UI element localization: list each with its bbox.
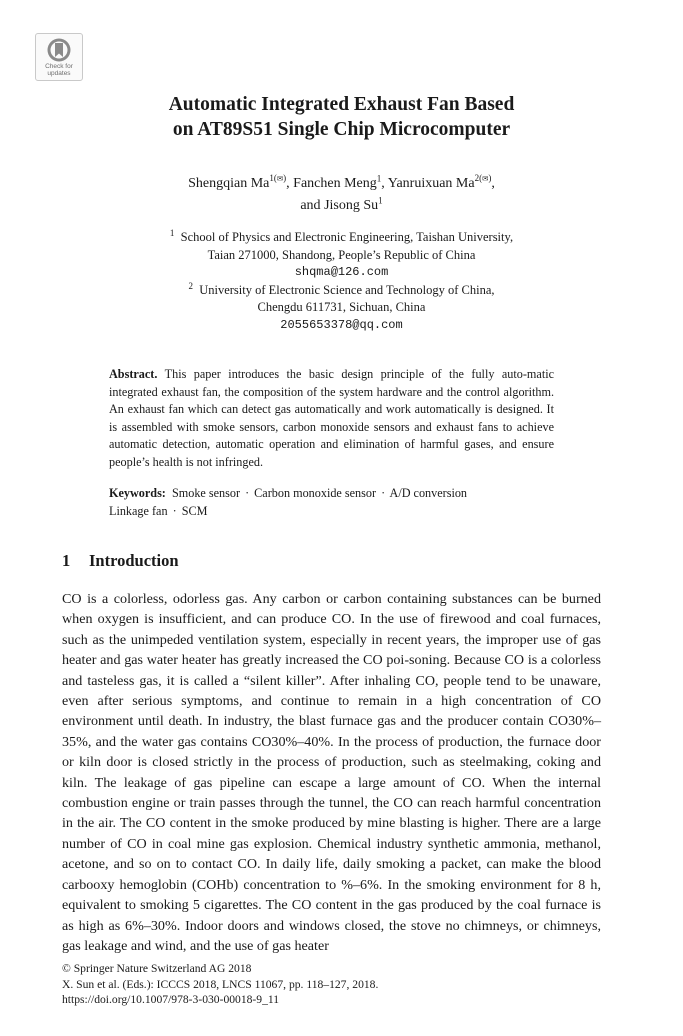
author-name: Shengqian Ma bbox=[188, 176, 270, 191]
abstract bbox=[109, 366, 554, 471]
author-separator: , bbox=[491, 176, 495, 191]
author-line-1: Shengqian $Ma^{1(✉)}$, Fanchen Meng$^1$, Yanruixuan $Ma^{2(✉)}$, bbox=[188, 173, 495, 191]
keywords-label: Keywords: bbox=[109, 486, 166, 500]
affiliation-1-email[interactable]: shqma@126.com bbox=[294, 265, 389, 279]
author-separator: , bbox=[286, 176, 294, 191]
affiliation-text: School of Physics and Electronic Engineering, Taishan University, bbox=[180, 230, 514, 244]
affiliation-text: University of Electronic Science and Technology of China, bbox=[199, 282, 495, 297]
affiliation-2-email[interactable]: 2055653378@qq.com bbox=[280, 317, 403, 332]
affiliation-mark: 1 bbox=[169, 227, 175, 238]
copyright-notice: © Springer Nature Switzerland AG 2018 bbox=[62, 962, 252, 975]
keyword: Smoke sensor bbox=[171, 486, 241, 500]
keyword-separator: · bbox=[172, 503, 177, 518]
keyword: A/D conversion bbox=[389, 486, 468, 500]
section-title: Introduction bbox=[89, 551, 179, 570]
keyword-separator: · bbox=[381, 486, 386, 500]
author-name: Jisong Su bbox=[324, 198, 379, 213]
affiliations bbox=[0, 229, 683, 334]
keywords-line-1 bbox=[109, 485, 554, 503]
keywords bbox=[109, 485, 554, 520]
author-prefix: and bbox=[300, 198, 325, 213]
envelope-icon[interactable]: ✉ bbox=[276, 174, 284, 184]
author-affiliation-mark: 1 bbox=[376, 173, 382, 184]
author-separator: , bbox=[381, 176, 388, 191]
badge-label-line2: updates bbox=[47, 70, 71, 77]
affiliation-2-line-1 bbox=[0, 282, 683, 300]
abstract-label: Abstract. bbox=[109, 367, 158, 381]
footer bbox=[62, 961, 622, 1008]
bookmark-icon bbox=[46, 37, 72, 63]
section-heading bbox=[62, 550, 179, 572]
title-line-1: Automatic Integrated Exhaust Fan Based bbox=[168, 94, 515, 115]
check-for-updates-badge[interactable] bbox=[35, 33, 83, 81]
author-list bbox=[0, 173, 683, 217]
keyword: SCM bbox=[181, 503, 208, 518]
author-affiliation-mark: 1( bbox=[269, 173, 277, 184]
keywords-line-2 bbox=[109, 503, 554, 521]
author-name: Yanruixuan Ma bbox=[387, 176, 475, 191]
keyword: Carbon monoxide sensor bbox=[254, 486, 377, 500]
affiliation-2-line-2: Chengdu 611731, Sichuan, China bbox=[257, 300, 426, 314]
doi-link[interactable]: https://doi.org/10.1007/978-3-030-00018-9_11 bbox=[62, 993, 280, 1006]
title-line-2: on AT89S51 Single Chip Microcomputer bbox=[172, 119, 511, 140]
affiliation-mark: 2 bbox=[188, 280, 193, 291]
abstract-text: This paper introduces the basic design principle of the fully auto-matic integrated exhaust fan, the composition of the system hardware and the control algorithm. An exhaust fan which can detect gas automatically and work automatically is designed. It is assembled with smoke sensors, carbon monoxide sensors and exhaust fans to achieve automatic detection, automatic operation and elimination of harmful gases, and ensure people’s health is not infringed. bbox=[109, 367, 554, 469]
envelope-icon[interactable]: ✉ bbox=[482, 174, 489, 184]
affiliation-1-line-1 bbox=[0, 229, 683, 247]
citation: X. Sun et al. (Eds.): ICCCS 2018, LNCS 11067, pp. 118–127, 2018. bbox=[62, 977, 379, 991]
affiliation-1-line-2: Taian 271000, Shandong, People’s Republic of China bbox=[207, 247, 476, 262]
author-affiliation-mark: 1 bbox=[378, 195, 383, 206]
author-line-2 bbox=[0, 195, 683, 217]
paragraph: CO is a colorless, odorless gas. Any carbon or carbon containing substances can be burned when oxygen is insufficient, and can produce CO. In the use of firewood and coal furnaces, such as the unimpeded ventilation system, especially in recent years, the improper use of gas heater and gas water heater has greatly increased the CO poi-soning. Because CO is a colorless and tasteless gas, it is called a “silent killer”. After inhaling CO, people tend to be unaware, even after serious symptoms, and continue to remain in a high concentration of CO environment until death. In industry, the blast furnace gas and the producer contain CO30%–35%, and the water gas contains CO30%–40%. In the process of production, the furnace door or kiln door is closed strictly in the process of production, such as steelmaking, coking and kiln. The leakage of gas pipeline can escape a large amount of CO. When the internal combustion engine or train passes through the tunnel, the CO can reach harmful concentration in the air. The CO content in the smoke produced by mine blasting is higher. There are a large number of CO in coal mine gas explosion. Chemical industry synthetic ammonia, methanol, acetone, and so on to contact CO. In daily life, daily smoking a packet, can make the blood carbooxy hemoglobin (COHb) concentration to %–6%. In the smoking environment for 8 h, equivalent to smoking 5 cigarettes. The CO content in the gas produced by the coal furnace is as high as 6%–30%. Indoor doors and windows closed, the stove no chimneys, or chimneys, gas leakage and wind, and the use of gas heater bbox=[62, 591, 601, 954]
author-name: Fanchen Meng bbox=[293, 176, 377, 191]
paper-title bbox=[0, 92, 683, 142]
badge-label-line1: Check for bbox=[45, 63, 73, 70]
author-affiliation-mark: 2( bbox=[474, 173, 483, 184]
body-text bbox=[62, 589, 601, 956]
keyword-separator: · bbox=[245, 486, 250, 500]
keyword: Linkage fan bbox=[109, 503, 168, 518]
section-number: 1 bbox=[62, 551, 71, 570]
